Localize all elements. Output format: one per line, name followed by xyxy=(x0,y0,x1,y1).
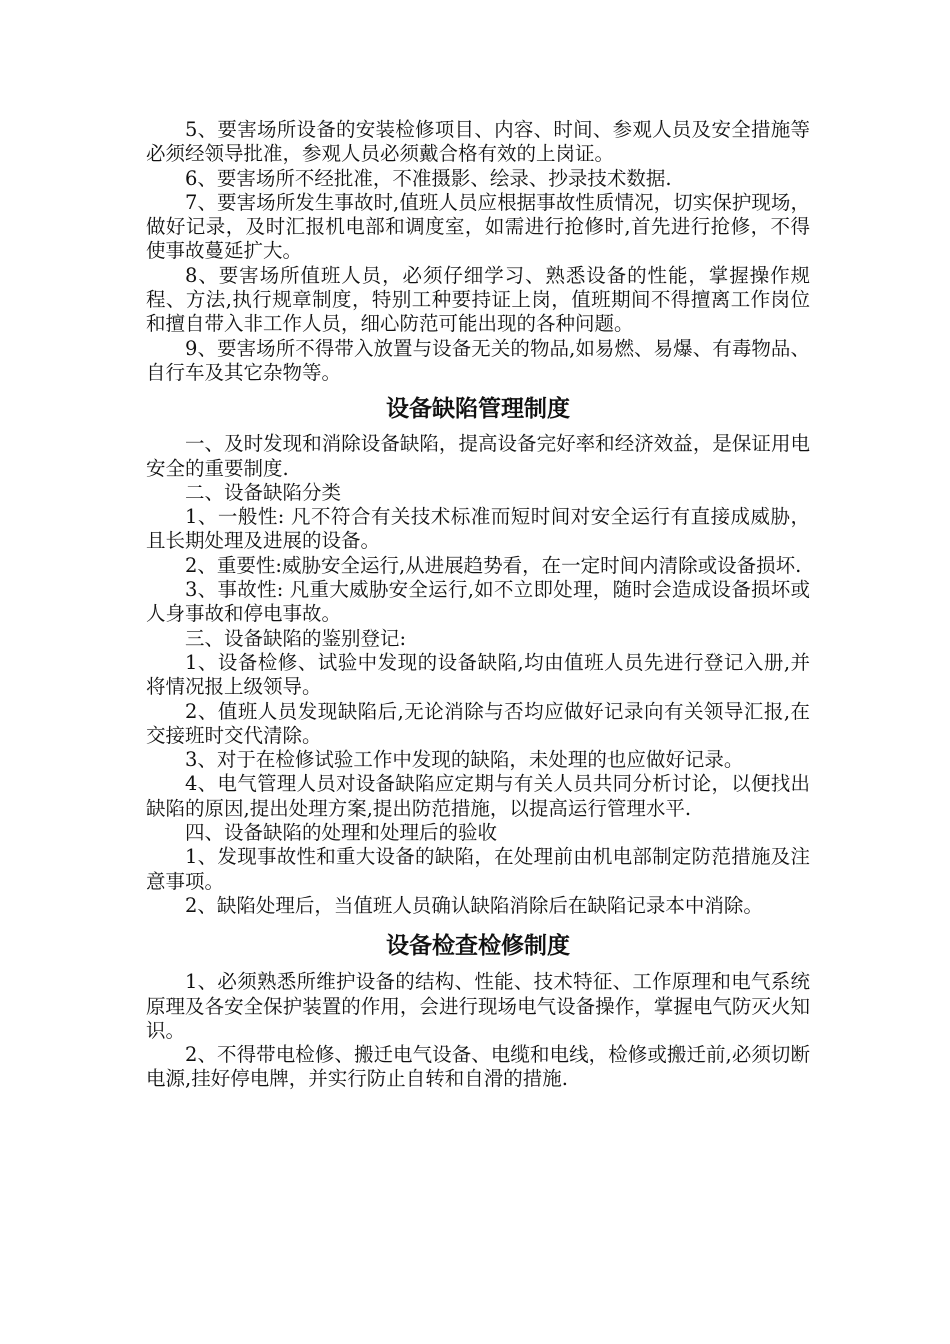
paragraph: 7、要害场所发生事故时,值班人员应根据事故性质情况，切实保护现场，做好记录，及时汇报机电部和调度室，如需进行抢修时,首先进行抢修，不得使事故蔓延扩大。 xyxy=(146,190,810,263)
paragraph: 3、对于在检修试验工作中发现的缺陷，未处理的也应做好记录。 xyxy=(185,748,744,772)
document-page xyxy=(146,118,810,1092)
section-inspection-repair xyxy=(146,970,810,1091)
paragraph: 5、要害场所设备的安装检修项目、内容、时间、参观人员及安全措施等必须经领导批准，参观人员必须戴合格有效的上岗证。 xyxy=(146,118,810,166)
paragraph: 4、电气管理人员对设备缺陷应定期与有关人员共同分析讨论，以便找出缺陷的原因,提出处理方案,提出防范措施，以提高运行管理水平. xyxy=(146,772,810,820)
paragraph: 1、一般性: 凡不符合有关技术标准而短时间对安全运行有直接成威胁，且长期处理及进展的设备。 xyxy=(146,505,810,553)
section-safety-rules xyxy=(146,118,810,385)
section-title-inspection-repair: 设备检查检修制度 xyxy=(386,932,570,960)
paragraph: 1、必须熟悉所维护设备的结构、性能、技术特征、工作原理和电气系统原理及各安全保护装置的作用，会进行现场电气设备操作，掌握电气防灭火知识。 xyxy=(146,970,810,1042)
paragraph: 一、及时发现和消除设备缺陷，提高设备完好率和经济效益，是保证用电安全的重要制度. xyxy=(146,432,810,480)
paragraph: 2、缺陷处理后，当值班人员确认缺陷消除后在缺陷记录本中消除。 xyxy=(185,893,763,917)
paragraph: 8、要害场所值班人员，必须仔细学习、熟悉设备的性能，掌握操作规程、方法,执行规章制度，特别工种要持证上岗，值班期间不得擅离工作岗位和擅自带入非工作人员，细心防范可能出现的各种问题。 xyxy=(146,263,810,336)
section-defect-management xyxy=(146,432,810,918)
paragraph: 9、要害场所不得带入放置与设备无关的物品,如易燃、易爆、有毒物品、自行车及其它杂物等。 xyxy=(146,336,810,384)
paragraph: 2、不得带电检修、搬迁电气设备、电缆和电线，检修或搬迁前,必须切断电源,挂好停电牌，并实行防止自转和自滑的措施. xyxy=(146,1043,810,1091)
paragraph: 3、事故性: 凡重大威胁安全运行,如不立即处理，随时会造成设备损坏或人身事故和停电事故。 xyxy=(146,578,810,626)
section-title-defect-management: 设备缺陷管理制度 xyxy=(386,395,570,423)
paragraph: 1、设备检修、试验中发现的设备缺陷,均由值班人员先进行登记入册,并将情况报上级领导。 xyxy=(146,650,810,699)
paragraph: 2、值班人员发现缺陷后,无论消除与否均应做好记录向有关领导汇报,在交接班时交代清除。 xyxy=(146,699,810,747)
paragraph: 1、发现事故性和重大设备的缺陷，在处理前由机电部制定防范措施及注意事项。 xyxy=(146,845,810,893)
paragraph: 二、设备缺陷分类 xyxy=(185,480,342,504)
paragraph: 2、重要性:威胁安全运行,从进展趋势看，在一定时间内清除或设备损坏. xyxy=(185,553,802,577)
paragraph: 三、设备缺陷的鉴别登记: xyxy=(185,626,407,650)
paragraph: 6、要害场所不经批准，不准摄影、绘录、抄录技术数据. xyxy=(185,166,672,190)
paragraph: 四、设备缺陷的处理和处理后的验收 xyxy=(185,821,498,845)
